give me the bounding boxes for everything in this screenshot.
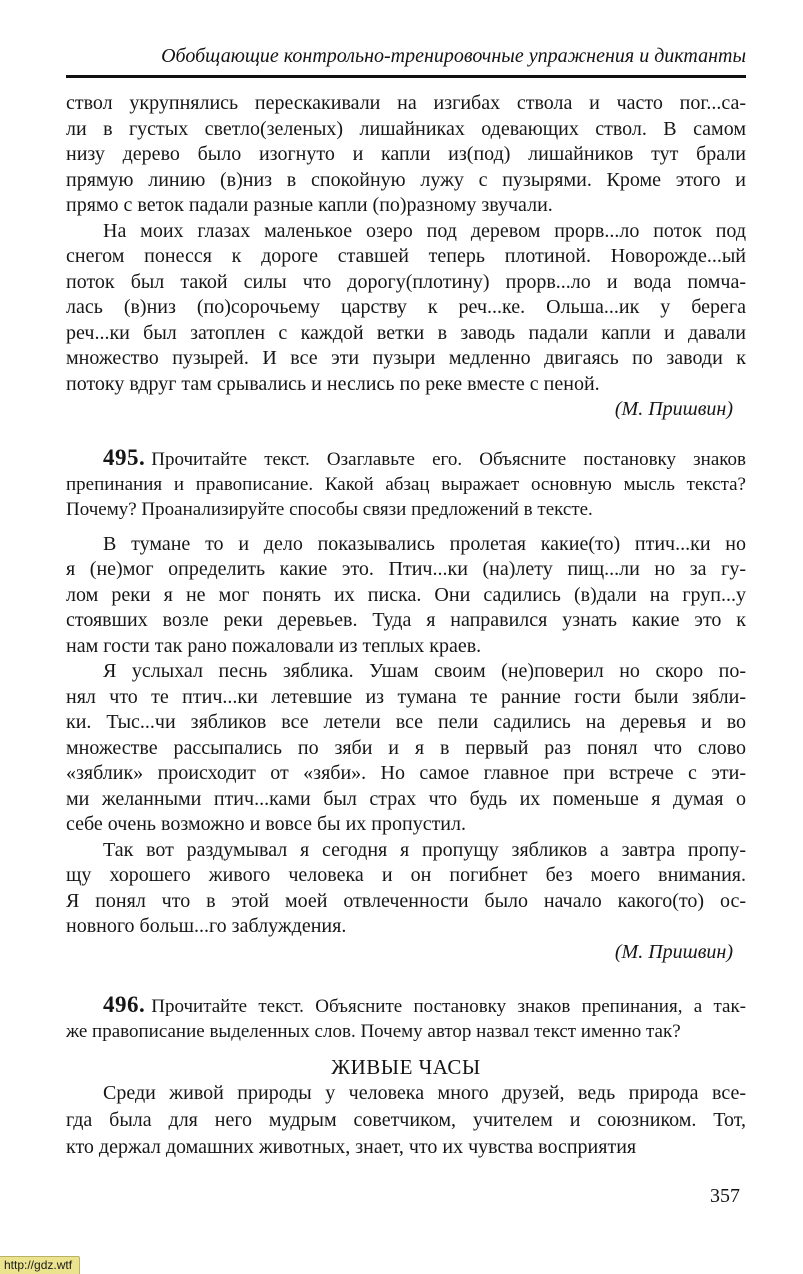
text-line: Я понял что в этой моей отвлеченности было начало какого(то) ос-	[66, 889, 746, 912]
text-line: прямо с веток падали разные капли (по)разному звучали.	[66, 194, 553, 216]
text-line: В тумане то и дело показывались пролетая какие(то) птич...ки но	[103, 532, 746, 555]
dictation-paragraph	[66, 659, 746, 838]
text-line: лась (в)низ (по)сорочьему царству к реч...ке. Ольша...ик у берега	[66, 296, 746, 318]
exercise-495-instructions	[66, 445, 746, 522]
running-head-title: Обобщающие контрольно-тренировочные упражнения и диктанты	[161, 45, 746, 67]
page-content	[66, 0, 746, 1161]
text-line: же правописание выделенных слов. Почему автор назвал текст именно так?	[66, 1021, 681, 1042]
text-line: Так вот раздумывал я сегодня я пропущу зябликов а завтра пропу-	[103, 838, 746, 861]
text-line: нял что те птич...ки летевшие из тумана те ранние гости были зябли-	[66, 685, 746, 708]
page-number: 357	[710, 1185, 740, 1207]
exercise-intro-rest	[66, 1019, 746, 1044]
exercise-intro-first-line	[66, 445, 746, 472]
exercise-intro-text: Прочитайте текст. Объясните постановку знаков препинания, а так-	[151, 996, 746, 1017]
exercise-intro-rest	[66, 472, 746, 522]
text-line: себе очень возможно и вовсе бы их пропустил.	[66, 813, 466, 835]
exercise-number: 495.	[103, 444, 146, 470]
text-line: Почему? Проанализируйте способы связи предложений в тексте.	[66, 498, 593, 520]
dictation-paragraph	[66, 838, 746, 940]
text-line: новного больш...го заблуждения.	[66, 915, 347, 937]
exercise-496-instructions	[66, 992, 746, 1044]
header-rule	[66, 75, 746, 78]
dictation-paragraph-continuation	[66, 91, 746, 219]
text-line: «зяблик» происходит от «зяби». Но самое главное при встрече с эти-	[66, 762, 746, 784]
text-line: гда была для него мудрым советчиком, учителем и союзником. Тот,	[66, 1109, 746, 1131]
exercise-number: 496.	[103, 992, 146, 1017]
browser-status-url-bubble: http://gdz.wtf	[0, 1256, 80, 1274]
dictation-paragraph	[66, 219, 746, 398]
text-line: ствол укрупнялись перескакивали на изгибах ствола и часто пог...са-	[66, 92, 746, 114]
text-line: препинания и правописание. Какой абзац выражает основную мысль текста?	[66, 473, 746, 495]
dictation-text-title: ЖИВЫЕ ЧАСЫ	[331, 1055, 481, 1079]
text-line: лом реки я не мог понять их писка. Они садились (в)дали на груп...у	[66, 583, 746, 606]
text-line: прямую линию (в)низ в спокойную лужу с пузырями. Кроме этого и	[66, 168, 746, 191]
text-line: низу дерево было изогнуто и капли из(под) лишайников тут брали	[66, 143, 746, 165]
dictation-paragraph	[66, 532, 746, 660]
text-line: На моих глазах маленькое озеро под деревом прорв...ло поток под	[103, 219, 746, 242]
exercise-495-text	[66, 532, 746, 966]
exercise-496-text	[66, 1080, 746, 1161]
text-line: потоку вдруг там срывались и неслись по реке вместе с пеной.	[66, 372, 600, 395]
text-line: реч...ки был затоплен с каждой ветки в заводь падали капли и давали	[66, 321, 746, 344]
author-attribution: (М. Пришвин)	[614, 398, 733, 420]
text-line: поток был такой силы что дорогу(плотину) прорв...ло и вода помча-	[66, 270, 746, 293]
text-line: Я услыхал песнь зяблика. Ушам своим (не)поверил но скоро по-	[103, 660, 746, 682]
exercise-intro-text: Прочитайте текст. Озаглавьте его. Объясните постановку знаков	[151, 448, 746, 470]
dictation-paragraph	[66, 1080, 746, 1161]
text-line: нам гости так рано пожаловали из теплых краев.	[66, 634, 482, 657]
text-line: щу хорошего живого человека и он погибнет без моего внимания.	[66, 864, 746, 886]
text-line: стоявших возле реки деревьев. Туда я направился узнать какие это к	[66, 609, 746, 631]
text-line: кто держал домашних животных, знает, что их чувства восприятия	[66, 1136, 637, 1158]
text-line: Среди живой природы у человека много друзей, ведь природа все-	[103, 1082, 746, 1104]
text-line: множество пузырей. И все эти пузыри медленно двигаясь по заводи к	[66, 347, 746, 369]
dictation-text-block-1	[66, 91, 746, 423]
exercise-496	[66, 992, 746, 1161]
text-line: множестве рассыпались по зяби и я в первый раз понял что слово	[66, 736, 746, 759]
text-line: ки. Тыс...чи зябликов все летели все пели садились на деревья и во	[66, 711, 746, 733]
author-attribution: (М. Пришвин)	[614, 940, 733, 963]
exercise-495	[66, 445, 746, 966]
text-line: ли в густых светло(зеленых) лишайниках одевающих ствол. В самом	[66, 117, 746, 140]
text-line: снегом понесся к дороге ставшей теперь плотиной. Новорожде...ый	[66, 245, 746, 267]
exercise-intro-first-line	[66, 992, 746, 1019]
text-line: ми желанными птич...ками был страх что будь их поменьше я думая о	[66, 787, 746, 810]
text-line: я (не)мог определить какие это. Птич...ки (на)лету пищ...ли но за гу-	[66, 558, 746, 580]
